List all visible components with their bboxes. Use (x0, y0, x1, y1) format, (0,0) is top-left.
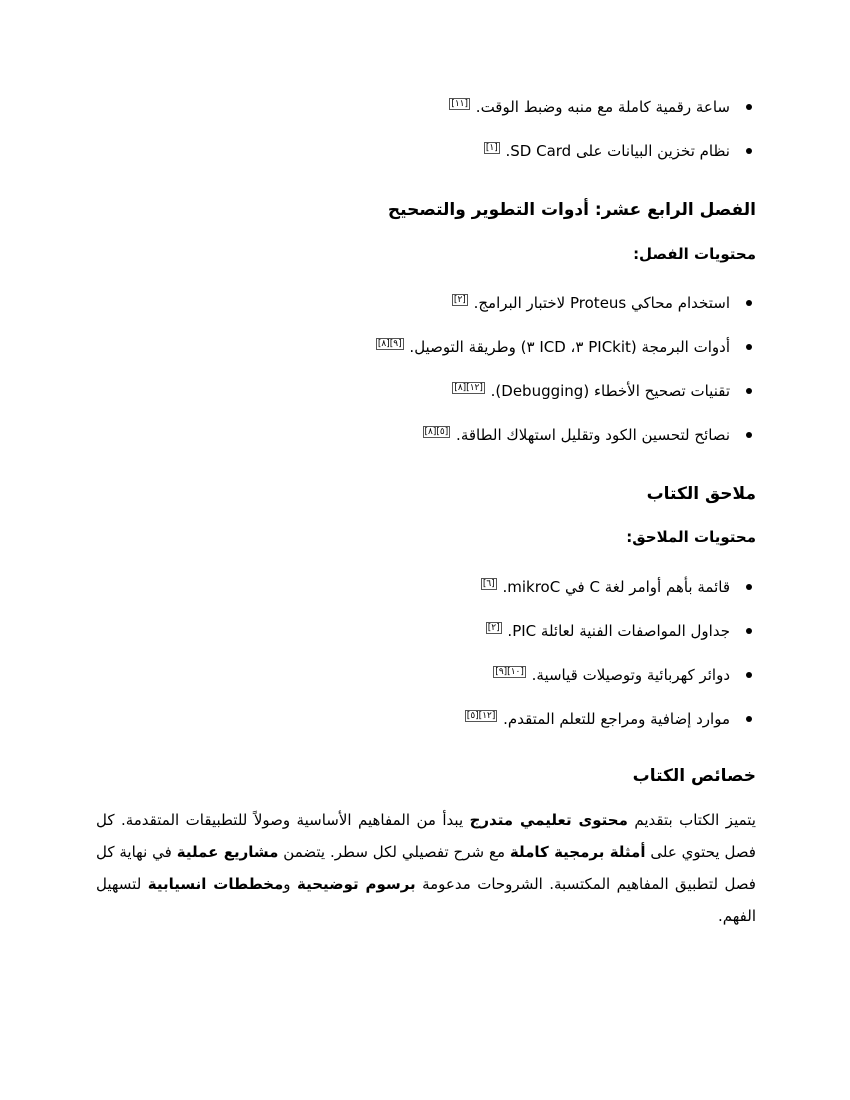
contents-label: محتويات الملاحق: (626, 528, 756, 546)
chapter-heading: الفصل الرابع عشر: أدوات التطوير والتصحيح (387, 200, 756, 220)
appendices-heading: ملاحق الكتاب (646, 484, 756, 504)
citation-link[interactable]: [١١] (451, 99, 469, 109)
list-item: أدوات البرمجة (PICkit ٣، ICD ٣) وطريقة التوصيل. [٩][٨] (116, 336, 756, 358)
list-item: تقنيات تصحيح الأخطاء (Debugging). [١٢][٨] (116, 380, 756, 402)
citation-link[interactable]: [٢] (453, 295, 466, 305)
list-item: موارد إضافية ومراجع للتعلم المتقدم. [١٢][٥] (116, 708, 756, 730)
citation-link[interactable]: [١] (485, 143, 498, 153)
citation-link[interactable]: [١٢][٨] (454, 383, 483, 393)
list-item: نظام تخزين البيانات على SD Card. [١] (116, 140, 756, 162)
list-item: استخدام محاكي Proteus لاختبار البرامج. [٢] (116, 292, 756, 314)
features-heading: خصائص الكتاب (632, 766, 756, 786)
features-paragraph: يتميز الكتاب بتقديم محتوى تعليمي متدرج يبدأ من المفاهيم الأساسية وصولاً للتطبيقات المتقدمة. كل فصل يحتوي على أمثلة برمجية كاملة مع شرح تفصيلي لكل سطر. يتضمن مشاريع عملية في نهاية كل فصل لتطبيق المفاهيم المكتسبة. الشروحات مدعومة برسوم توضيحية ومخططات انسيابية لتسهيل الفهم. (96, 811, 756, 925)
citation-link[interactable]: [٩][٨] (377, 339, 402, 349)
citation-link[interactable]: [١٠][٩] (495, 667, 524, 677)
citation-link[interactable]: [٥][٨] (424, 427, 449, 437)
list-item: ساعة رقمية كاملة مع منبه وضبط الوقت. [١١] (116, 96, 756, 118)
list-item: قائمة بأهم أوامر لغة C في mikroC. [٦] (116, 576, 756, 598)
list-item: دوائر كهربائية وتوصيلات قياسية. [١٠][٩] (116, 664, 756, 686)
citation-link[interactable]: [١٢][٥] (466, 711, 496, 721)
contents-label: محتويات الفصل: (633, 245, 756, 263)
list-item: جداول المواصفات الفنية لعائلة PIC. [٢] (116, 620, 756, 642)
citation-link[interactable]: [٢] (487, 623, 500, 633)
citation-link[interactable]: [٦] (482, 579, 495, 589)
list-item: نصائح لتحسين الكود وتقليل استهلاك الطاقة. [٥][٨] (116, 424, 756, 446)
